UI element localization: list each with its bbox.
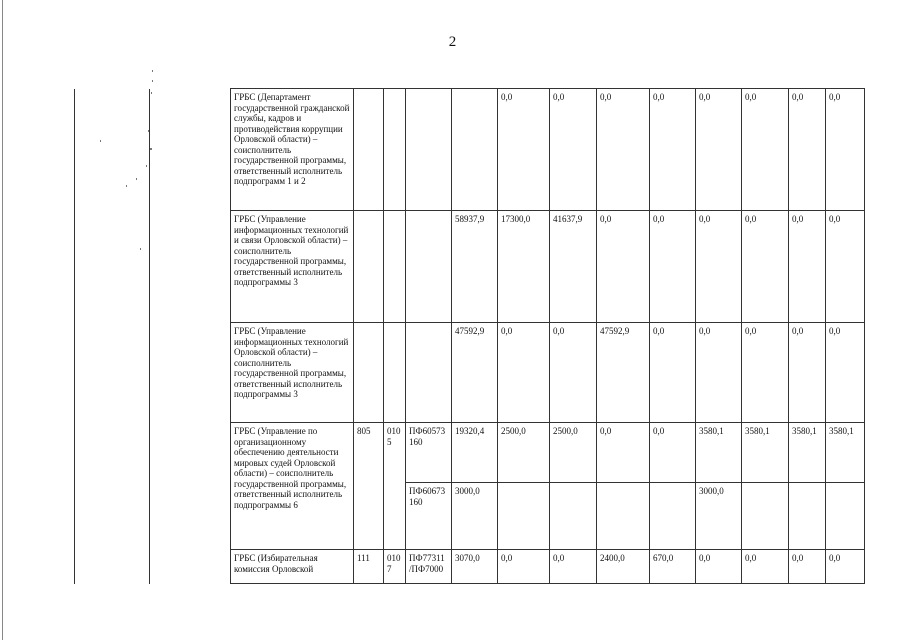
value-cell xyxy=(650,483,696,550)
value-cell xyxy=(498,483,550,550)
value-cell: 0,0 xyxy=(826,323,865,423)
grbs-cell: 111 xyxy=(354,550,384,584)
csr-cell xyxy=(406,323,452,423)
value-cell: 0,0 xyxy=(550,550,597,584)
value-cell: 0,0 xyxy=(742,550,789,584)
value-cell: 0,0 xyxy=(742,211,789,323)
value-cell: 0,0 xyxy=(597,211,650,323)
value-cell xyxy=(550,483,597,550)
grbs-cell xyxy=(354,211,384,323)
value-cell xyxy=(742,483,789,550)
value-cell: 0,0 xyxy=(742,89,789,211)
csr-cell xyxy=(406,89,452,211)
value-cell: 0,0 xyxy=(696,211,742,323)
csr-cell: ПФ60673 160 xyxy=(406,483,452,550)
value-cell: 0,0 xyxy=(597,89,650,211)
value-cell: 17300,0 xyxy=(498,211,550,323)
table-row xyxy=(75,89,865,211)
value-cell: 0,0 xyxy=(826,89,865,211)
rzpr-cell: 010 5 xyxy=(384,423,406,550)
row-name-cell: ГРБС (Управление по организационному обеспечению деятельности мировых судей Орловской области) – соисполнитель государственной программы, ответственный исполнитель подпрограммы 6 xyxy=(231,423,354,550)
value-cell: 0,0 xyxy=(498,89,550,211)
value-cell: 0,0 xyxy=(696,89,742,211)
value-cell: 41637,9 xyxy=(550,211,597,323)
value-cell: 0,0 xyxy=(789,550,826,584)
value-cell: 19320,4 xyxy=(452,423,498,483)
budget-table xyxy=(74,88,865,584)
value-cell: 3580,1 xyxy=(826,423,865,483)
blank-cell xyxy=(75,89,150,584)
value-cell: 0,0 xyxy=(826,550,865,584)
value-cell: 0,0 xyxy=(550,323,597,423)
value-cell: 0,0 xyxy=(696,323,742,423)
blank-cell xyxy=(150,89,231,584)
row-name-cell: ГРБС (Управление информационных технологий и связи Орловской области) – соисполнитель государственной программы, ответственный исполнитель подпрограммы 3 xyxy=(231,211,354,323)
csr-cell xyxy=(406,211,452,323)
csr-cell: ПФ77311 /ПФ7000 xyxy=(406,550,452,584)
value-cell: 0,0 xyxy=(498,323,550,423)
value-cell: 2400,0 xyxy=(597,550,650,584)
row-name-cell: ГРБС (Избирательная комиссия Орловской xyxy=(231,550,354,584)
grbs-cell xyxy=(354,323,384,423)
value-cell: 0,0 xyxy=(789,323,826,423)
value-cell: 0,0 xyxy=(650,423,696,483)
csr-cell: ПФ60573 160 xyxy=(406,423,452,483)
value-cell: 2500,0 xyxy=(498,423,550,483)
grbs-cell: 805 xyxy=(354,423,384,550)
value-cell xyxy=(789,483,826,550)
rzpr-cell: 010 7 xyxy=(384,550,406,584)
value-cell: 3580,1 xyxy=(789,423,826,483)
rzpr-cell xyxy=(384,89,406,211)
value-cell xyxy=(826,483,865,550)
grbs-cell xyxy=(354,89,384,211)
value-cell xyxy=(597,483,650,550)
value-cell: 3580,1 xyxy=(696,423,742,483)
value-cell: 0,0 xyxy=(826,211,865,323)
row-name-cell: ГРБС (Департамент государственной гражданской службы, кадров и противодействия коррупции Орловской области) – соисполнитель государственной программы, ответственный исполнитель подпрограмм 1 и 2 xyxy=(231,89,354,211)
value-cell: 3580,1 xyxy=(742,423,789,483)
value-cell: 0,0 xyxy=(550,89,597,211)
value-cell: 0,0 xyxy=(789,211,826,323)
value-cell: 47592,9 xyxy=(452,323,498,423)
value-cell: 0,0 xyxy=(498,550,550,584)
value-cell: 0,0 xyxy=(597,423,650,483)
value-cell: 670,0 xyxy=(650,550,696,584)
value-cell: 3000,0 xyxy=(696,483,742,550)
rzpr-cell xyxy=(384,323,406,423)
value-cell: 0,0 xyxy=(650,323,696,423)
page-edge-line xyxy=(2,0,3,640)
rzpr-cell xyxy=(384,211,406,323)
value-cell: 0,0 xyxy=(650,89,696,211)
row-name-cell: ГРБС (Управление информационных технологий Орловской области) – соисполнитель государственной программы, ответственный исполнитель подпрограммы 3 xyxy=(231,323,354,423)
value-cell: 3070,0 xyxy=(452,550,498,584)
page-number: 2 xyxy=(448,34,457,50)
value-cell: 58937,9 xyxy=(452,211,498,323)
value-cell: 0,0 xyxy=(742,323,789,423)
value-cell: 0,0 xyxy=(789,89,826,211)
value-cell: 47592,9 xyxy=(597,323,650,423)
value-cell: 3000,0 xyxy=(452,483,498,550)
value-cell: 2500,0 xyxy=(550,423,597,483)
value-cell: 0,0 xyxy=(696,550,742,584)
value-cell: 0,0 xyxy=(650,211,696,323)
value-cell xyxy=(452,89,498,211)
